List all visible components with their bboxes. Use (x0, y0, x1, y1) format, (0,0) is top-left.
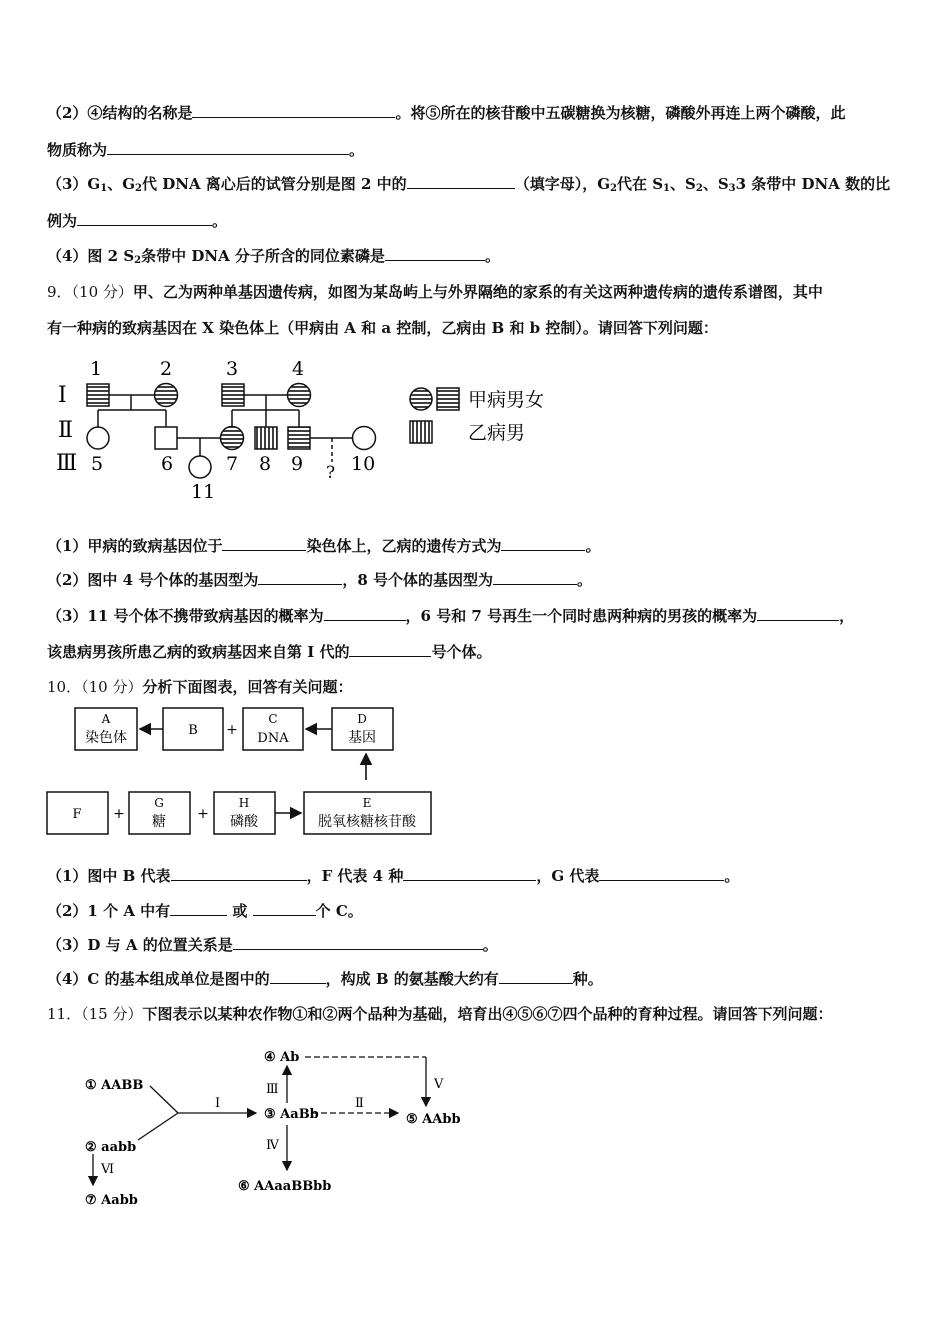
gen-label-1: Ⅰ (58, 383, 67, 408)
subscript: 2 (610, 183, 617, 194)
legend-male-a-icon (437, 388, 459, 410)
step-label-4: Ⅳ (266, 1138, 279, 1153)
subscript: 3 (728, 183, 736, 194)
ind-label: 2 (160, 358, 173, 380)
q10-p4-text: 种。 (572, 970, 603, 988)
q8-p3-text: 、G (107, 175, 136, 193)
q10-part2 (47, 901, 363, 921)
q8-p3-text: 、S (702, 175, 729, 193)
q8-p2-text: （2）④结构的名称是 (47, 104, 193, 122)
q9-p2-text: 。 (577, 571, 593, 589)
q10-p1-text: 。 (724, 867, 740, 885)
q8-p3-text: 3 条带中 DNA 数的比 (735, 175, 891, 193)
box-h-letter: H (238, 796, 250, 810)
answer-blank[interactable] (403, 866, 536, 881)
ind-label: 9 (291, 453, 304, 475)
q10-p3-text: 。 (482, 936, 498, 954)
q9-stem-line2 (47, 318, 718, 338)
answer-blank[interactable] (253, 901, 316, 916)
q8-p4-text: 条带中 DNA 分子所含的同位素磷是 (141, 247, 385, 265)
step-label-5: Ⅴ (434, 1077, 444, 1092)
individual-3 (222, 384, 244, 406)
q8-p2-text: 。将⑤所在的核苷酸中五碳糖换为核糖，磷酸外再连上两个磷酸，此 (395, 104, 846, 122)
q9-stem: 有一种病的致病基因在 X 染色体上（甲病由 A 和 a 控制，乙病由 B 和 b 控制）。请回答下列问题： (47, 319, 718, 337)
q10-part3 (47, 935, 498, 955)
subscript: 2 (695, 183, 703, 194)
q10-stem (47, 677, 352, 697)
box-d-letter: D (357, 712, 367, 726)
q8-p3-text: 例为 (47, 212, 78, 230)
plus-sign: + (113, 806, 125, 822)
ind-label: 8 (259, 453, 272, 475)
q9-p3-text: 该患病男孩所患乙病的致病基因来自第 I 代的 (47, 643, 350, 661)
legend-male-b-icon (410, 421, 432, 443)
box-a-label: 染色体 (85, 730, 127, 746)
variety-7: ⑦ Aabb (85, 1193, 138, 1208)
ind-label: 3 (226, 358, 239, 380)
question-number: 11．（15 分） (47, 1005, 143, 1023)
q10-p1-text: （1）图中 B 代表 (47, 867, 171, 885)
q8-part3-line2 (47, 211, 227, 231)
individual-6 (155, 427, 177, 449)
answer-blank[interactable] (757, 606, 839, 621)
q10-p4-text: （4）C 的基本组成单位是图中的 (47, 970, 270, 988)
box-e-label: 脱氧核糖核苷酸 (318, 814, 416, 830)
subscript: 1 (663, 183, 670, 194)
answer-blank[interactable] (77, 211, 212, 226)
individual-4 (288, 384, 311, 407)
answer-blank[interactable] (258, 570, 342, 585)
individual-9 (288, 427, 310, 449)
q8-part3-line1 (47, 174, 890, 199)
ind-label: 7 (226, 453, 239, 475)
answer-blank[interactable] (192, 103, 395, 118)
individual-5 (87, 427, 109, 449)
answer-blank[interactable] (407, 174, 515, 189)
q9-part1 (47, 536, 600, 556)
question-number: 9．（10 分） (47, 283, 133, 301)
q9-p1-text: 。 (585, 537, 601, 555)
q8-part2-line2 (47, 140, 364, 160)
answer-blank[interactable] (270, 969, 326, 984)
individual-2 (155, 384, 178, 407)
q9-p3-text: 号个体。 (431, 643, 492, 661)
subscript: 2 (135, 183, 142, 194)
line-1-to-cross (150, 1086, 178, 1113)
step-label-3: Ⅲ (266, 1082, 279, 1097)
answer-blank[interactable] (493, 570, 577, 585)
legend-female-a-icon (410, 388, 432, 410)
q8-part4 (47, 246, 500, 271)
legend-b-label: 乙病男 (468, 422, 526, 444)
individual-8 (255, 427, 277, 449)
breeding-process-diagram (0, 1030, 520, 1220)
q10-p1-text: ，F 代表 4 种 (306, 867, 404, 885)
answer-blank[interactable] (233, 935, 483, 950)
q8-p3-text: （填字母），G (514, 175, 610, 193)
box-g-letter: G (154, 796, 164, 810)
variety-6: ⑥ AAaaBBbb (238, 1179, 332, 1194)
q9-part3-line1 (47, 606, 854, 626)
q8-p3-text: 、S (670, 175, 696, 193)
gen-label-3: Ⅲ (56, 451, 78, 476)
answer-blank[interactable] (107, 140, 349, 155)
q9-p2-text: ，8 号个体的基因型为 (342, 571, 493, 589)
line-2-to-cross (138, 1113, 178, 1140)
individual-10 (353, 427, 376, 450)
q8-p3-text: 。 (212, 212, 228, 230)
q9-stem: 甲、乙为两种单基因遗传病，如图为某岛屿上与外界隔绝的家系的有关这两种遗传病的遗传系谱图，其中 (132, 283, 823, 301)
q8-p4-text: （4）图 2 S (47, 247, 135, 265)
ind-label: 4 (292, 358, 305, 380)
variety-3: ③ AaBb (264, 1107, 319, 1122)
q8-p3-text: 代 DNA 离心后的试管分别是图 2 中的 (142, 175, 407, 193)
q10-p4-text: ，构成 B 的氨基酸大约有 (325, 970, 499, 988)
step-label-6: Ⅵ (101, 1162, 115, 1177)
q8-p2-text: 物质称为 (47, 141, 108, 159)
q10-stem-text: 分析下面图表，回答有关问题： (142, 678, 353, 696)
plus-sign: + (226, 722, 238, 738)
box-c-letter: C (268, 712, 278, 726)
box-f-label: F (72, 807, 82, 822)
individual-1 (87, 384, 109, 406)
q8-part2-line1 (47, 103, 845, 123)
answer-blank[interactable] (170, 901, 227, 916)
q9-p1-text: （1）甲病的致病基因位于 (47, 537, 223, 555)
answer-blank[interactable] (499, 969, 573, 984)
q9-stem-line1 (47, 282, 823, 302)
step-label-2: Ⅱ (355, 1096, 364, 1111)
q10-p2-text: 或 (227, 902, 253, 920)
plus-sign: + (197, 806, 209, 822)
variety-1: ① AABB (85, 1078, 144, 1093)
q10-p2-text: （2）1 个 A 中有 (47, 902, 171, 920)
individual-7 (221, 427, 244, 450)
q10-part1 (47, 866, 739, 886)
subscript: 1 (100, 183, 108, 194)
step-label-1: Ⅰ (215, 1096, 221, 1111)
q9-p3-text: （3）11 号个体不携带致病基因的概率为 (47, 607, 324, 625)
box-h-label: 磷酸 (230, 814, 258, 830)
answer-blank[interactable] (349, 642, 431, 657)
ind-label: 10 (351, 453, 376, 475)
ind-label: 6 (161, 453, 174, 475)
q10-p3-text: （3）D 与 A 的位置关系是 (47, 936, 233, 954)
answer-blank[interactable] (599, 866, 724, 881)
q10-p2-text: 个 C。 (315, 902, 363, 920)
answer-blank[interactable] (501, 536, 585, 551)
q9-p3-text: ，6 号和 7 号再生一个同时患两种病的男孩的概率为 (405, 607, 758, 625)
answer-blank[interactable] (222, 536, 306, 551)
variety-5: ⑤ AAbb (406, 1112, 461, 1127)
pedigree-chart (0, 350, 600, 510)
q8-p3-text: 代在 S (616, 175, 664, 193)
q8-p2-text: 。 (349, 141, 365, 159)
box-c-label: DNA (257, 731, 289, 746)
q8-p4-text: 。 (484, 247, 500, 265)
answer-blank[interactable] (171, 866, 307, 881)
box-a-letter: A (101, 712, 111, 726)
subscript: 2 (134, 255, 142, 266)
box-d-label: 基因 (348, 730, 376, 746)
ind-label: 5 (91, 453, 104, 475)
q10-part4 (47, 969, 603, 989)
q11-stem-text: 下图表示以某种农作物①和②两个品种为基础，培育出④⑤⑥⑦四个品种的育种过程。请回答下列问题： (142, 1005, 833, 1023)
variety-4: ④ Ab (264, 1050, 300, 1065)
q9-part3-line2 (47, 642, 491, 662)
box-e-letter: E (362, 796, 372, 810)
ind-label: 11 (191, 481, 216, 503)
answer-blank[interactable] (385, 246, 485, 261)
q11-stem (47, 1004, 832, 1024)
q10-flow-diagram (0, 700, 470, 840)
q9-p1-text: 染色体上，乙病的遗传方式为 (306, 537, 502, 555)
legend-a-label: 甲病男女 (468, 389, 545, 411)
q10-p1-text: ，G 代表 (536, 867, 600, 885)
q9-p3-text: ， (839, 607, 855, 625)
ind-label-unknown: ? (326, 463, 336, 483)
individual-11 (189, 456, 211, 478)
variety-2: ② aabb (85, 1140, 137, 1155)
answer-blank[interactable] (324, 606, 406, 621)
question-number: 10．（10 分） (47, 678, 143, 696)
q9-p2-text: （2）图中 4 号个体的基因型为 (47, 571, 259, 589)
box-g-label: 糖 (152, 814, 166, 830)
q9-part2 (47, 570, 592, 590)
box-b-label: B (188, 723, 198, 738)
ind-label: 1 (90, 358, 103, 380)
gen-label-2: Ⅱ (58, 418, 73, 443)
q8-p3-text: （3）G (47, 175, 101, 193)
